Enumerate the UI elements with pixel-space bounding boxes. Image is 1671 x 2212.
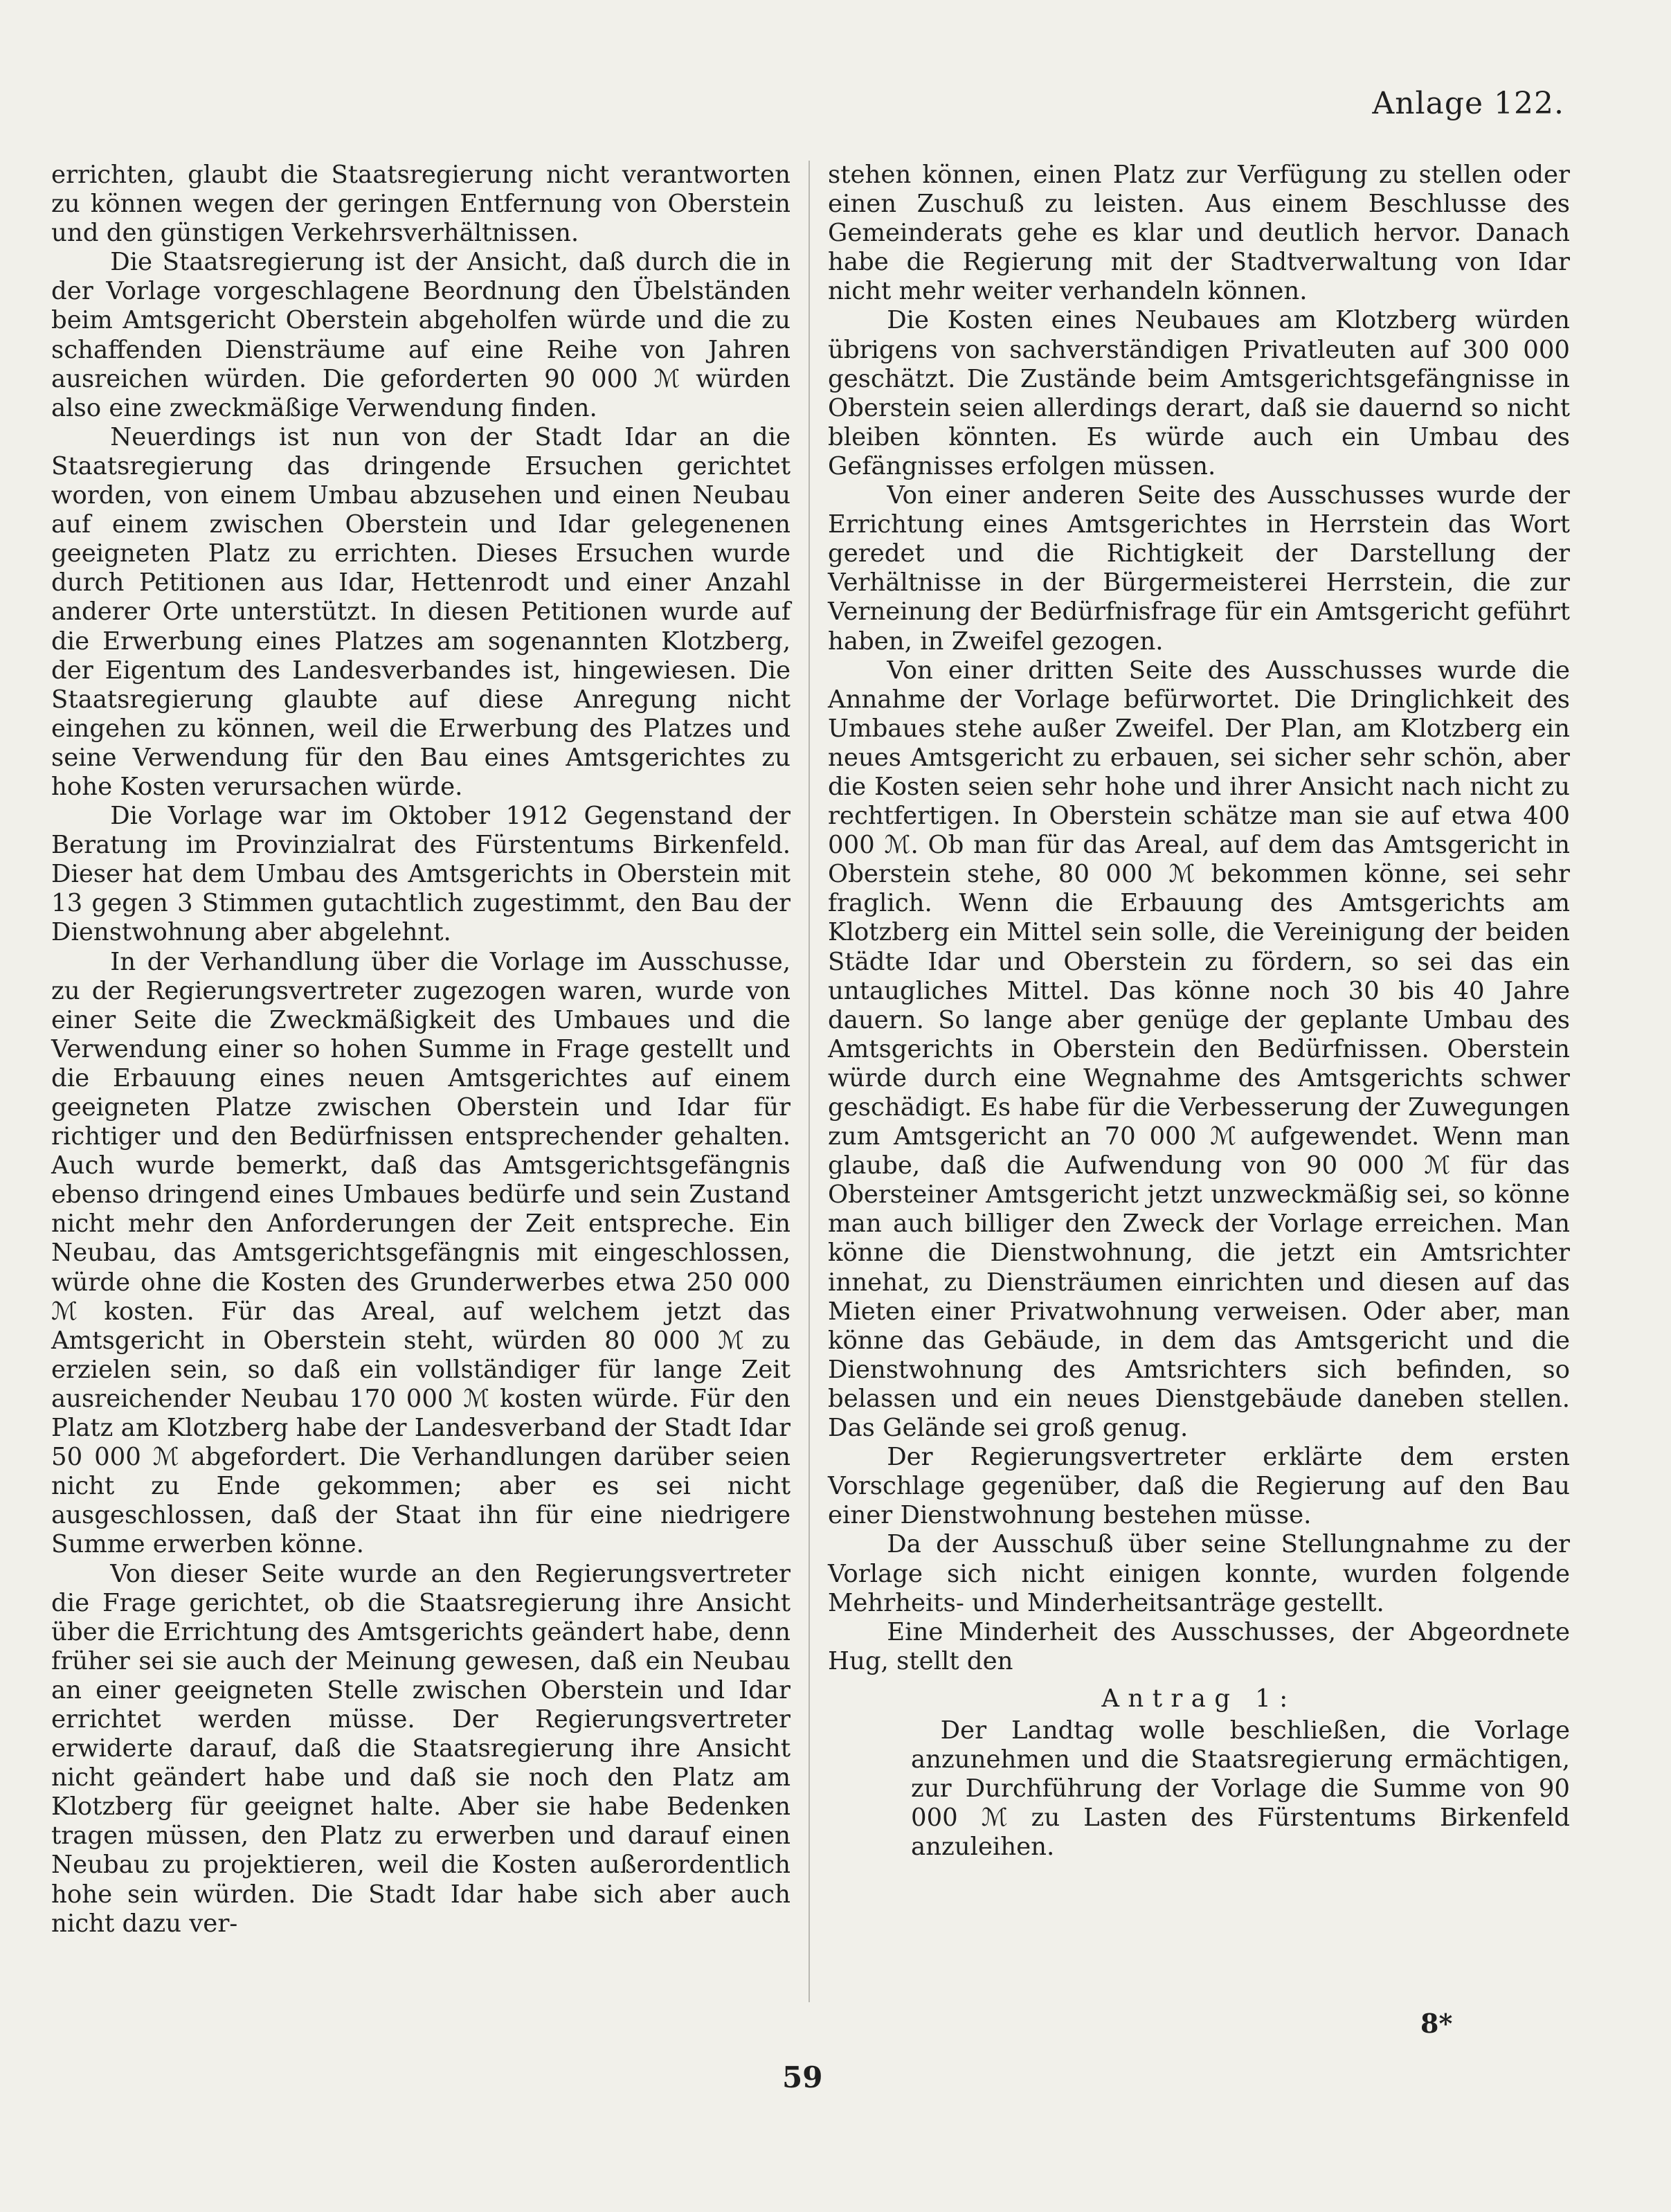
paragraph: Da der Ausschuß über seine Stellungnahme zu der Vorlage sich nicht einigen konnte, wurden folgende Mehrheits- und Minderheitsanträge gestellt. — [828, 1530, 1570, 1617]
column-divider — [809, 161, 810, 2002]
motion-block — [911, 1716, 1570, 1862]
paragraph: Die Vorlage war im Oktober 1912 Gegenstand der Beratung im Provinzialrat des Fürstentums Birkenfeld. Dieser hat dem Umbau des Amtsgerichts in Oberstein mit 13 gegen 3 Stimmen gutachtlich zugestimmt, den Bau der Dienstwohnung aber abgelehnt. — [51, 802, 791, 947]
motion-title: Antrag 1: — [1101, 1684, 1297, 1713]
signature-mark: 8* — [1420, 2008, 1453, 2039]
left-column — [51, 161, 791, 1939]
paragraph: Von einer dritten Seite des Ausschusses wurde die Annahme der Vorlage befürwortet. Die Dringlichkeit des Umbaues stehe außer Zweifel. Der Plan, am Klotzberg ein neues Amtsgericht zu erbauen, sei sicher sehr schön, aber die Kosten seien sehr hohe und ihrer Ansicht nach nicht zu rechtfertigen. In Oberstein schätze man sie auf etwa 400 000 ℳ. Ob man für das Areal, auf dem das Amtsgericht in Oberstein stehe, 80 000 ℳ bekommen könne, sei sehr fraglich. Wenn die Erbauung des Amtsgerichts am Klotzberg ein Mittel sein solle, die Vereinigung der beiden Städte Idar und Oberstein zu fördern, so sei das ein untaugliches Mittel. Das könne noch 30 bis 40 Jahre dauern. So lange aber genüge der geplante Umbau des Amtsgerichts in Oberstein den Bedürfnissen. Oberstein würde durch eine Wegnahme des Amtsgerichts schwer geschädigt. Es habe für die Verbesserung der Zuwegungen zum Amtsgericht an 70 000 ℳ aufgewendet. Wenn man glaube, daß die Aufwendung von 90 000 ℳ für das Obersteiner Amtsgericht jetzt unzweckmäßig sei, so könne man auch billiger den Zweck der Vorlage erreichen. Man könne die Dienstwohnung, die jetzt ein Amtsrichter innehat, zu Diensträumen einrichten und diesen auf das Mieten einer Privatwohnung verweisen. Oder aber, man könne das Gebäude, in dem das Amtsgericht und die Dienstwohnung des Amtsrichters sich befinden, so belassen und ein neues Dienstgebäude daneben stellen. Das Gelände sei groß genug. — [828, 656, 1570, 1443]
paragraph: Die Staatsregierung ist der Ansicht, daß durch die in der Vorlage vorgeschlagene Beordnung den Übelständen beim Amtsgericht Oberstein abgeholfen würde und die zu schaffenden Diensträume auf eine Reihe von Jahren ausreichen würden. Die geforderten 90 000 ℳ würden also eine zweckmäßige Verwendung finden. — [51, 248, 791, 422]
paragraph: Von dieser Seite wurde an den Regierungsvertreter die Frage gerichtet, ob die Staatsregierung ihre Ansicht über die Errichtung des Amtsgerichts geändert habe, denn früher sei sie auch der Meinung gewesen, daß ein Neubau an einer geeigneten Stelle zwischen Oberstein und Idar errichtet werden müsse. Der Regierungsvertreter erwiderte darauf, daß die Staatsregierung ihre Ansicht nicht geändert habe und daß sie noch den Platz am Klotzberg für geeignet halte. Aber sie habe Bedenken tragen müssen, den Platz zu erwerben und darauf einen Neubau zu projektieren, weil die Kosten außerordentlich hohe sein würden. Die Stadt Idar habe sich aber auch nicht dazu ver- — [51, 1559, 791, 1938]
paragraph: Eine Minderheit des Ausschusses, der Abgeordnete Hug, stellt den — [828, 1617, 1570, 1675]
page-number: 59 — [782, 2060, 823, 2094]
paragraph: In der Verhandlung über die Vorlage im Ausschusse, zu der Regierungsvertreter zugezogen waren, wurde von einer Seite die Zweckmäßigkeit des Umbaues und die Verwendung einer so hohen Summe in Frage gestellt und die Erbauung eines neuen Amtsgerichtes auf einem geeigneten Platze zwischen Oberstein und Idar für richtiger und den Bedürfnissen entsprechender gehalten. Auch wurde bemerkt, daß das Amtsgerichtsgefängnis ebenso dringend eines Umbaues bedürfe und sein Zustand nicht mehr den Anforderungen der Zeit entspreche. Ein Neubau, das Amtsgerichtsgefängnis mit eingeschlossen, würde ohne die Kosten des Grunderwerbes etwa 250 000 ℳ kosten. Für das Areal, auf welchem jetzt das Amtsgericht in Oberstein steht, würden 80 000 ℳ zu erzielen sein, so daß ein vollständiger für lange Zeit ausreichender Neubau 170 000 ℳ kosten würde. Für den Platz am Klotzberg habe der Landesverband der Stadt Idar 50 000 ℳ abgefordert. Die Verhandlungen darüber seien nicht zu Ende gekommen; aber es sei nicht ausgeschlossen, daß der Staat ihn für eine niedrigere Summe erwerben könne. — [51, 947, 791, 1559]
paragraph: Die Kosten eines Neubaues am Klotzberg würden übrigens von sachverständigen Privatleuten auf 300 000 geschätzt. Die Zustände beim Amtsgerichtsgefängnisse in Oberstein seien allerdings derart, daß sie dauernd so nicht bleiben könnten. Es würde auch ein Umbau des Gefängnisses erfolgen müssen. — [828, 306, 1570, 480]
right-column — [828, 161, 1570, 1862]
paragraph: Der Regierungsvertreter erklärte dem ersten Vorschlage gegenüber, daß die Regierung auf den Bau einer Dienstwohnung bestehen müsse. — [828, 1443, 1570, 1530]
paragraph: errichten, glaubt die Staatsregierung nicht verantworten zu können wegen der geringen Entfernung von Oberstein und den günstigen Verkehrsverhältnissen. — [51, 161, 791, 248]
paragraph: Von einer anderen Seite des Ausschusses wurde der Errichtung eines Amtsgerichtes in Herrstein das Wort geredet und die Richtigkeit der Darstellung der Verhältnisse in der Bürgermeisterei Herrstein, die zur Verneinung der Bedürfnisfrage für ein Amtsgericht geführt haben, in Zweifel gezogen. — [828, 481, 1570, 656]
motion-text: Der Landtag wolle beschließen, die Vorlage anzunehmen und die Staatsregierung ermächtigen, zur Durchführung der Vorlage die Summe von 90 000 ℳ zu Lasten des Fürstentums Birkenfeld anzuleihen. — [911, 1716, 1570, 1862]
paragraph: Neuerdings ist nun von der Stadt Idar an die Staatsregierung das dringende Ersuchen gerichtet worden, von einem Umbau abzusehen und einen Neubau auf einem zwischen Oberstein und Idar gelegenenen geeigneten Platz zu errichten. Dieses Ersuchen wurde durch Petitionen aus Idar, Hettenrodt und einer Anzahl anderer Orte unterstützt. In diesen Petitionen wurde auf die Erwerbung eines Platzes am sogenannten Klotzberg, der Eigentum des Landesverbandes ist, hingewiesen. Die Staatsregierung glaubte auf diese Anregung nicht eingehen zu können, weil die Erwerbung des Platzes und seine Verwendung für den Bau eines Amtsgerichtes zu hohe Kosten verursachen würde. — [51, 422, 791, 801]
annex-label: Anlage 122. — [1372, 86, 1564, 121]
paragraph: stehen können, einen Platz zur Verfügung zu stellen oder einen Zuschuß zu leisten. Aus einem Beschlusse des Gemeinderats gehe es klar und deutlich hervor. Danach habe die Regierung mit der Stadtverwaltung von Idar nicht mehr weiter verhandeln können. — [828, 161, 1570, 306]
